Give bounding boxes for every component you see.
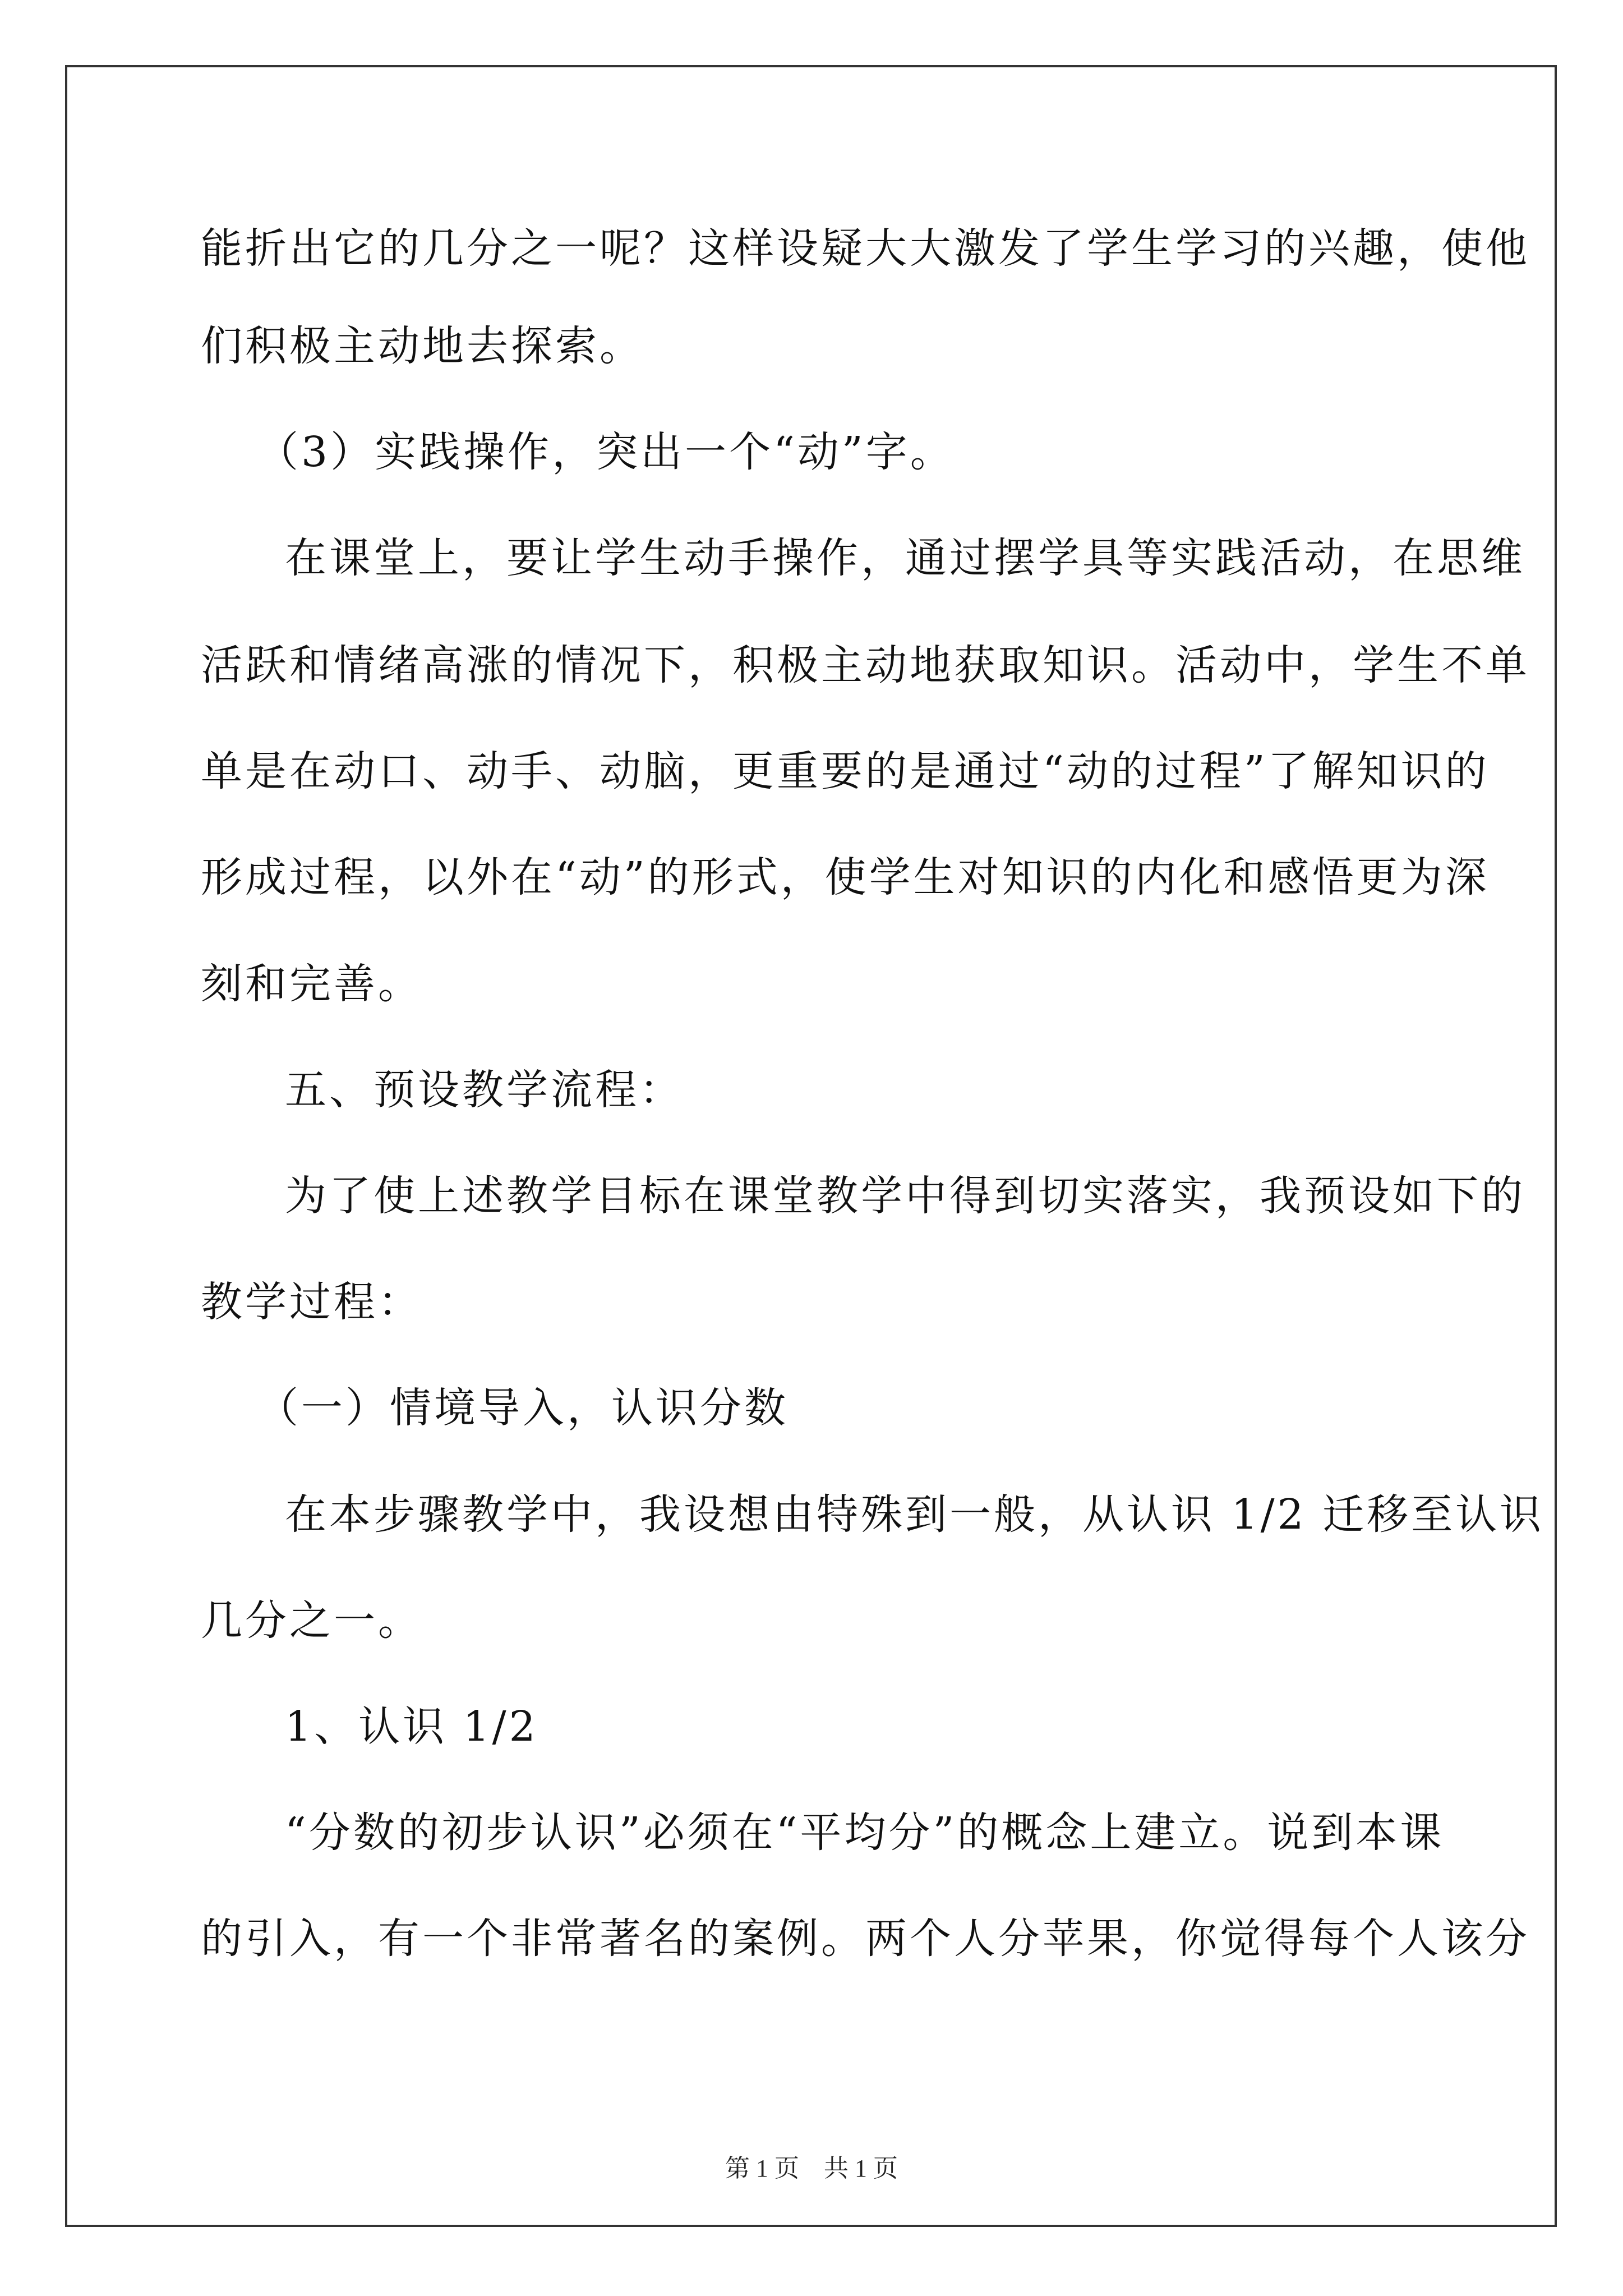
text-line: 为了使上述教学目标在课堂教学中得到切实落实，我预设如下的 (285, 1172, 1525, 1220)
text-line: 形成过程，以外在“动”的形式，使学生对知识的内化和感悟更为深 (201, 853, 1490, 901)
text-line: 单是在动口、动手、动脑，更重要的是通过“动的过程”了解知识的 (201, 747, 1490, 795)
text-line: 刻和完善。 (201, 960, 422, 1008)
text-line: 活跃和情绪高涨的情况下，积极主动地获取知识。活动中，学生不单 (201, 641, 1530, 689)
section-heading: 五、预设教学流程： (285, 1066, 684, 1114)
text-line: “分数的初步认识”必须在“平均分”的概念上建立。说到本课 (285, 1809, 1445, 1857)
text-line: 们积极主动地去探索。 (201, 322, 644, 370)
text-line: （3）实践操作，突出一个“动”字。 (257, 428, 955, 476)
text-line: 几分之一。 (201, 1596, 422, 1645)
text-line: 能折出它的几分之一呢？这样设疑大大激发了学生学习的兴趣，使他 (201, 224, 1530, 273)
text-line: 的引入，有一个非常著名的案例。两个人分苹果，你觉得每个人该分 (201, 1915, 1530, 1963)
text-line: 在课堂上，要让学生动手操作，通过摆学具等实践活动，在思维 (285, 534, 1525, 582)
item-heading: 1、认识 1/2 (285, 1703, 538, 1751)
text-line: 教学过程： (201, 1278, 422, 1326)
page-border (65, 65, 1557, 2227)
subsection-heading: （一）情境导入，认识分数 (257, 1384, 789, 1432)
text-line: 在本步骤教学中，我设想由特殊到一般，从认识 1/2 迁移至认识 (285, 1490, 1544, 1539)
page-footer: 第 1 页 共 1 页 (725, 2155, 898, 2182)
